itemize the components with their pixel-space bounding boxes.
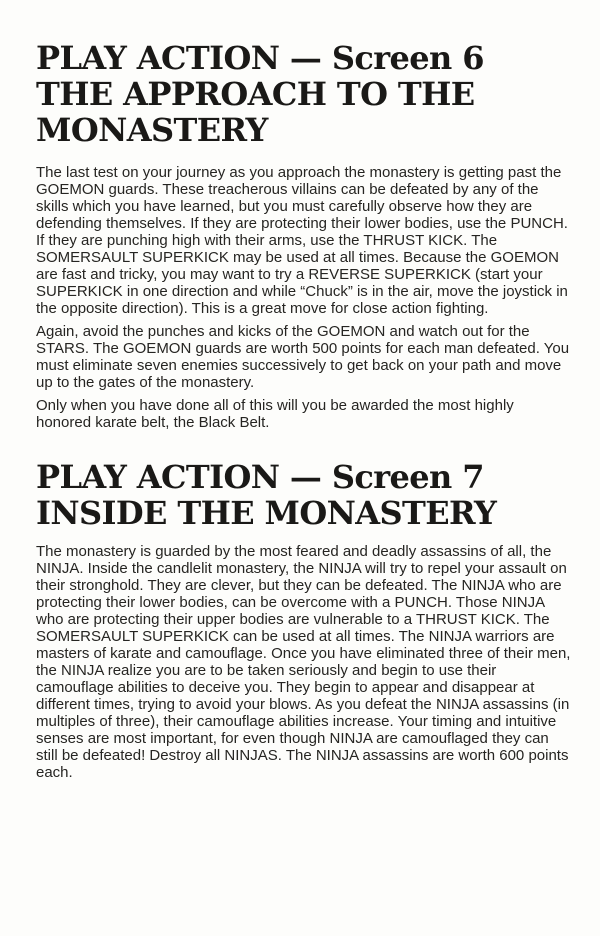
manual-page: [36, 40, 572, 787]
section-screen-7: [36, 459, 572, 781]
section-heading: [36, 459, 572, 531]
heading-line: THE APPROACH TO THE: [36, 75, 475, 113]
body-paragraph: The last test on your journey as you approach the monastery is getting past the GOEMON guards. These treacherous villains can be defeated by any of the skills which you have learned, but you must carefully observe how they are defending themselves. If they are protecting their lower bodies, use the PUNCH. If they are punching high with their arms, use the THRUST KICK. The SOMERSAULT SUPERKICK may be used at all times. Because the GOEMON are fast and tricky, you may want to try a REVERSE SUPERKICK (start your SUPERKICK in one direction and while “Chuck” is in the air, move the joystick in the opposite direction). This is a great move for close action fighting.: [36, 164, 568, 317]
section-heading: [36, 40, 572, 148]
body-paragraph: Again, avoid the punches and kicks of the GOEMON and watch out for the STARS. The GOEMON guards are worth 500 points for each man defeated. You must eliminate seven enemies successively to get back on your path and move up to the gates of the monastery.: [36, 323, 570, 391]
heading-line: PLAY ACTION — Screen 6: [36, 39, 484, 77]
body-paragraph: Only when you have done all of this will you be awarded the most highly honored karate belt, the Black Belt.: [36, 397, 514, 431]
body-paragraph: The monastery is guarded by the most feared and deadly assassins of all, the NINJA. Inside the candlelit monastery, the NINJA will try to repel your assault on their stronghold. They are clever, but they can be defeated. The NINJA who are protecting their lower bodies, can be overcome with a PUNCH. Those NINJA who are protecting their upper bodies are vulnerable to a THRUST KICK. The SOMERSAULT SUPERKICK can be used at all times. The NINJA warriors are masters of karate and camouflage. Once you have eliminated three of their men, the NINJA realize you are to be taken seriously and begin to use their camouflage abilities to deceive you. They begin to appear and disappear at different times, trying to avoid your blows. As you defeat the NINJA assassins (in multiples of three), their camouflage abilities increase. Your timing and intuitive senses are most important, for even though NINJA are camouflaged they can still be defeated! Destroy all NINJAS. The NINJA assassins are worth 600 points each.: [36, 543, 571, 781]
heading-line: MONASTERY: [36, 111, 268, 149]
heading-line: INSIDE THE MONASTERY: [36, 494, 497, 532]
heading-line: PLAY ACTION — Screen 7: [36, 458, 484, 496]
section-screen-6: [36, 40, 572, 431]
